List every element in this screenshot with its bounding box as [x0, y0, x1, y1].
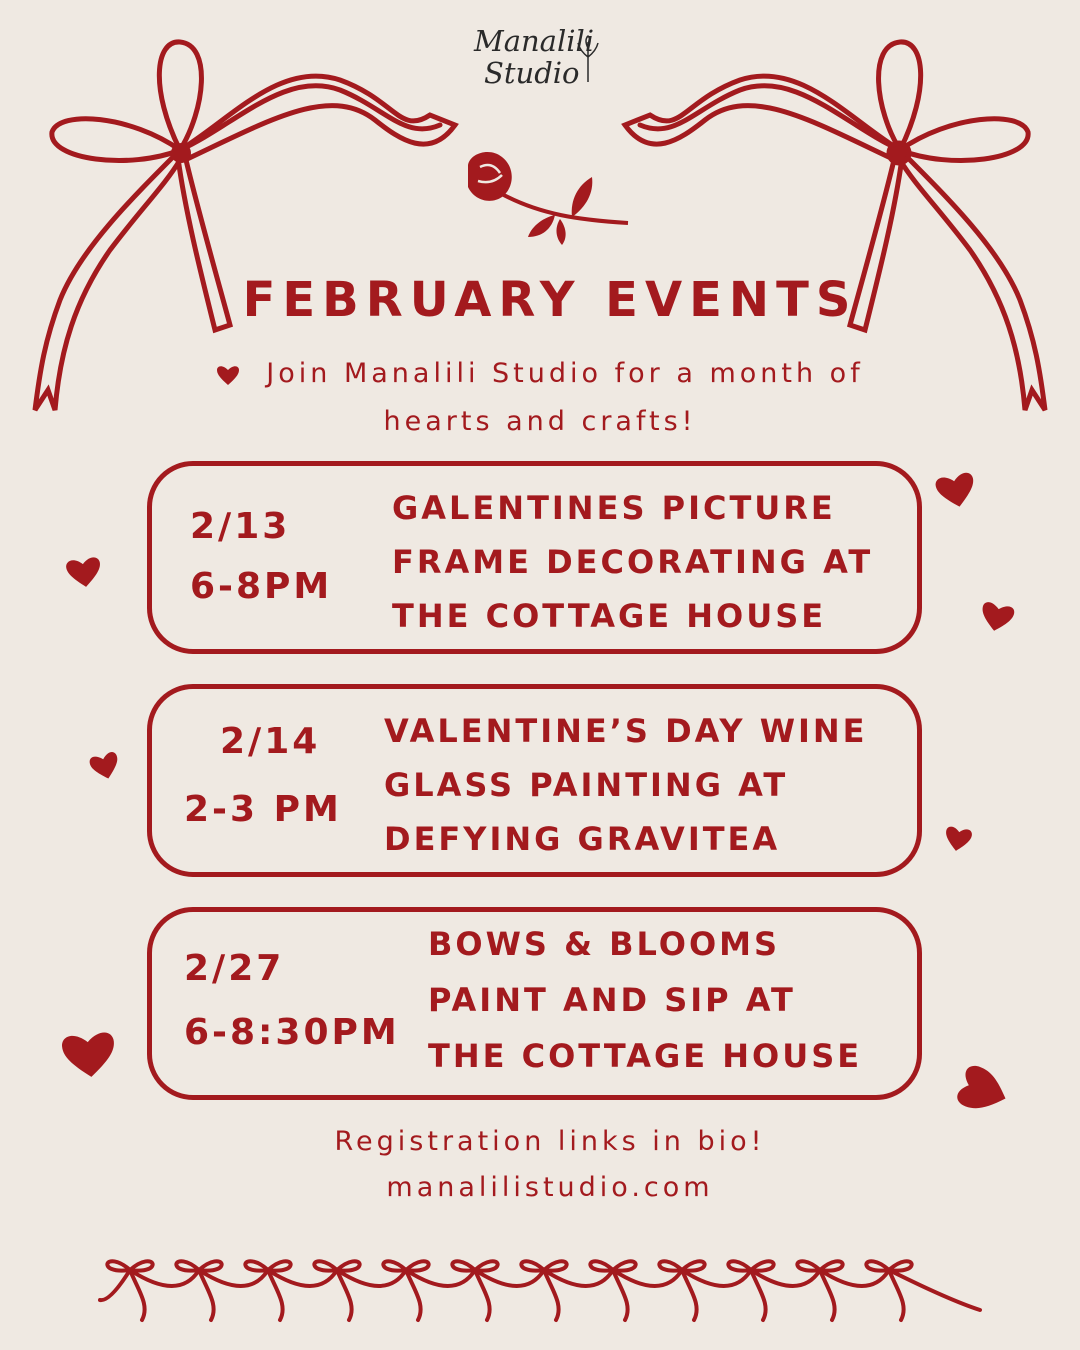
event-title-line: THE COTTAGE HOUSE: [392, 597, 827, 635]
registration-note: Registration links in bio!: [334, 1126, 766, 1157]
heart-icon: [87, 749, 123, 784]
subtitle-line-1: Join Manalili Studio for a month of: [120, 350, 960, 398]
event-title-line: GALENTINES PICTURE: [392, 489, 836, 527]
heart-icon: [933, 468, 980, 512]
page-title: FEBRUARY EVENTS: [242, 272, 858, 328]
event-title-line: GLASS PAINTING AT: [384, 766, 789, 804]
heart-icon: [216, 364, 240, 386]
event-title-line: DEFYING GRAVITEA: [384, 820, 781, 858]
event-title-line: PAINT AND SIP AT: [428, 981, 796, 1019]
heart-icon: [977, 599, 1016, 635]
event-date: 2/14: [220, 721, 321, 762]
event-title-line: VALENTINE’S DAY WINE: [384, 712, 868, 750]
event-time: 6-8PM: [190, 566, 333, 607]
heart-icon: [950, 1060, 1014, 1119]
event-title-line: FRAME DECORATING AT: [392, 543, 874, 581]
event-card-3: [147, 907, 922, 1100]
event-title-line: THE COTTAGE HOUSE: [428, 1037, 863, 1075]
event-date: 2/13: [190, 506, 291, 547]
heart-icon: [942, 824, 974, 854]
event-time: 6-8:30PM: [184, 1012, 400, 1053]
event-card-2: [147, 684, 922, 877]
heart-icon: [64, 554, 104, 591]
event-title-line: BOWS & BLOOMS: [428, 925, 781, 963]
website-link[interactable]: manalilistudio.com: [386, 1172, 714, 1203]
event-card-1: [147, 461, 922, 654]
event-time: 2-3 PM: [184, 789, 342, 830]
event-date: 2/27: [184, 948, 285, 989]
logo-line-1: Manalili: [474, 24, 595, 58]
bow-garland-icon: [0, 1230, 1080, 1340]
subtitle: [120, 350, 960, 446]
heart-icon: [60, 1027, 119, 1080]
logo-line-2: Studio: [484, 56, 580, 90]
subtitle-line-2: hearts and crafts!: [383, 406, 697, 437]
rose-icon: [460, 145, 640, 255]
